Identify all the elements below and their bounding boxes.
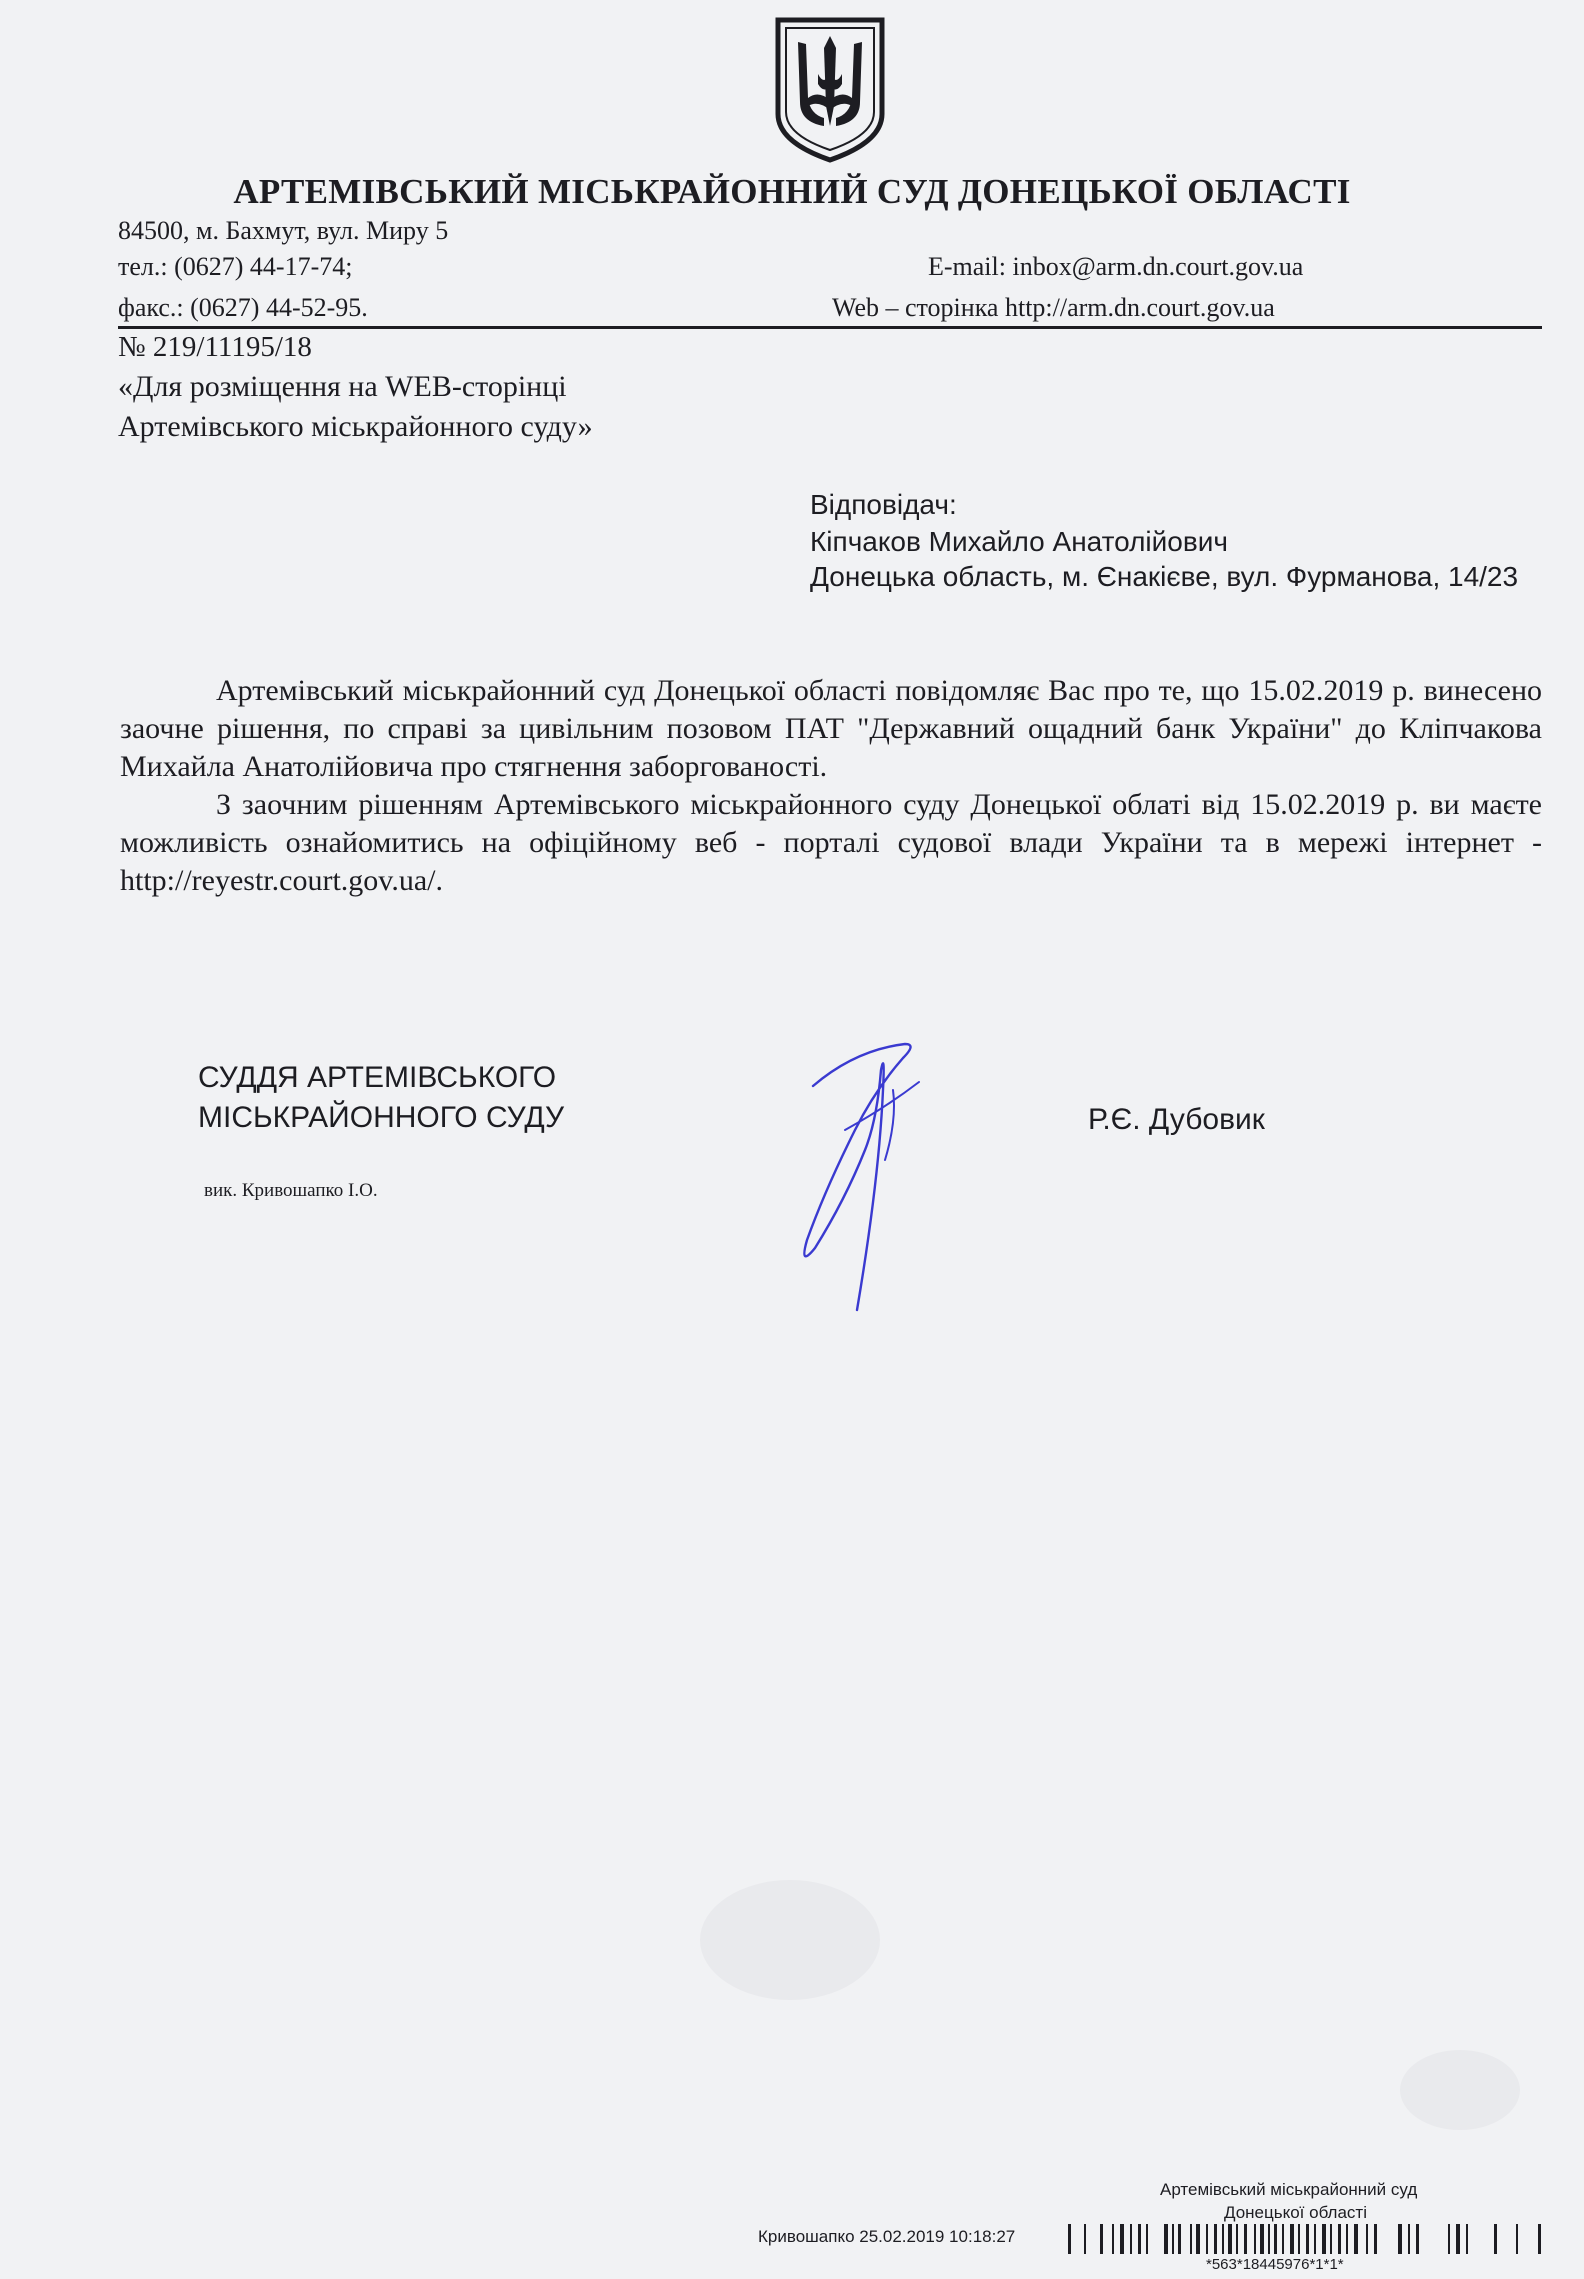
notice-paragraph: Артемівський міськрайонний суд Донецької області повідомляє Вас про те, що 15.02.2019 р. винесено заочне рішення, по справі за цивільним позовом ПАТ "Державний ощадний банк України" до Кліпчакова Михайла Анатолійовича про стягнення заборгованості. bbox=[120, 674, 1542, 783]
notice-paragraph: З заочним рішенням Артемівського міськрайонного суду Донецької облаті від 15.02.2019 р. ви маєте можливість ознайомитись на офіційному веб - порталі судової влади України та в мережі інтернет - http://reyestr.court.gov.ua/. bbox=[120, 788, 1542, 897]
notice-body bbox=[120, 672, 1542, 900]
court-website: Web – сторінка http://arm.dn.court.gov.ua bbox=[832, 293, 1275, 322]
court-phone: тел.: (0627) 44-17-74; bbox=[118, 252, 353, 281]
judge-title-line2: МІСЬКРАЙОННОГО СУДУ bbox=[198, 1101, 565, 1134]
court-fax: факс.: (0627) 44-52-95. bbox=[118, 293, 368, 322]
barcode-icon bbox=[1068, 2222, 1546, 2256]
handwritten-signature bbox=[785, 1030, 955, 1320]
respondent-name: Кіпчаков Михайло Анатолійович bbox=[810, 526, 1228, 557]
header-divider bbox=[118, 326, 1542, 329]
publication-note-line1: «Для розміщення на WEB-сторінці bbox=[118, 370, 567, 403]
stamp-registrar: Кривошапко 25.02.2019 10:18:27 bbox=[758, 2227, 1016, 2246]
court-address: 84500, м. Бахмут, вул. Миру 5 bbox=[118, 216, 449, 245]
respondent-address: Донецька область, м. Єнакієве, вул. Фурманова, 14/23 bbox=[810, 561, 1519, 592]
court-name-heading: АРТЕМІВСЬКИЙ МІСЬКРАЙОННИЙ СУД ДОНЕЦЬКОЇ ОБЛАСТІ bbox=[233, 172, 1351, 211]
judge-name: Р.Є. Дубовик bbox=[1088, 1103, 1265, 1136]
stamp-org-line2: Донецької області bbox=[1224, 2203, 1367, 2222]
paper-smudge bbox=[1400, 2050, 1520, 2130]
barcode-caption: *563*18445976*1*1* bbox=[1206, 2256, 1344, 2273]
judge-title-line1: СУДДЯ АРТЕМІВСЬКОГО bbox=[198, 1061, 557, 1094]
paper-smudge bbox=[700, 1880, 880, 2000]
stamp-org-line1: Артемівський міськрайонний суд bbox=[1160, 2180, 1418, 2199]
trident-coat-of-arms-icon bbox=[772, 14, 888, 164]
executor-note: вик. Кривошапко І.О. bbox=[204, 1180, 378, 1201]
publication-note-line2: Артемівського міськрайонного суду» bbox=[118, 410, 593, 443]
court-email: E-mail: inbox@arm.dn.court.gov.ua bbox=[928, 252, 1304, 281]
respondent-label: Відповідач: bbox=[810, 489, 957, 520]
case-number: № 219/11195/18 bbox=[118, 331, 312, 363]
